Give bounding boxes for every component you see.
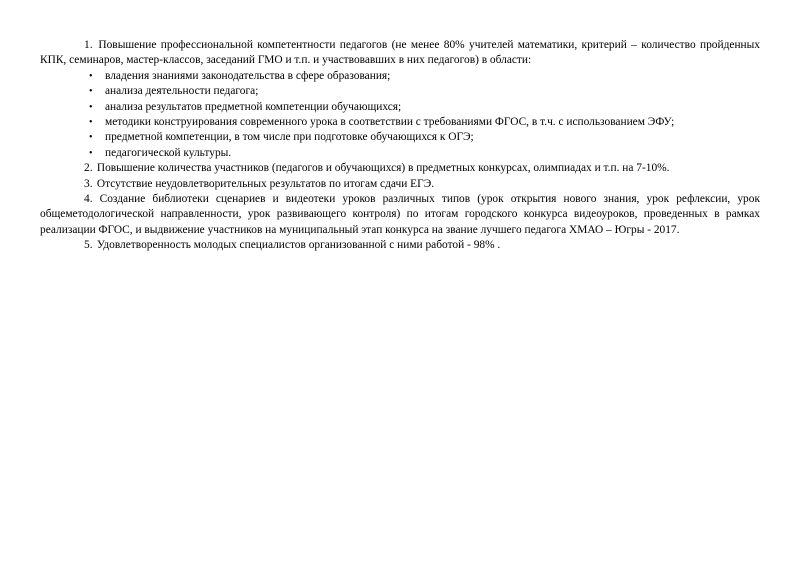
bullet-item <box>89 115 760 130</box>
bullet-item <box>89 146 760 161</box>
bullet-icon: • <box>89 86 93 98</box>
bullet-text: методики конструирования современного урока в соответствии с требованиями ФГОС, в т.ч. с использованием ЭФУ; <box>105 116 675 129</box>
item-text: Удовлетворенность молодых специалистов организованной с ними работой - 98% . <box>96 239 501 252</box>
item-number: 2. <box>84 162 93 175</box>
bullet-item <box>89 69 760 84</box>
list-item-2 <box>40 161 760 176</box>
item-text: Создание библиотеки сценариев и видеотеки уроков различных типов (урок открытия нового знания, урок рефлексии, урок общеметодологической направленности, урок развивающего контроля) по итогам городского конкурса видеоуроков, проведенных в рамках реализации ФГОС, и выдвижение участников на муниципальный этап конкурса на звание лучшего педагога ХМАО – Югры - 2017. <box>40 193 760 236</box>
list-item-1 <box>40 38 760 69</box>
bullet-icon: • <box>89 117 93 129</box>
bullet-text: педагогической культуры. <box>105 146 232 159</box>
item-number: 4. <box>84 193 93 206</box>
item-text: Отсутствие неудовлетворительных результатов по итогам сдачи ЕГЭ. <box>96 177 435 190</box>
bullet-icon: • <box>89 132 93 144</box>
bullet-item <box>89 84 760 99</box>
bullet-item <box>89 100 760 115</box>
bullet-text: анализа результатов предметной компетенции обучающихся; <box>105 100 402 113</box>
bullet-icon: • <box>89 101 93 113</box>
list-item-3 <box>40 177 760 192</box>
competence-bullet-list <box>40 69 760 161</box>
bullet-text: анализа деятельности педагога; <box>105 85 259 98</box>
bullet-icon: • <box>89 70 93 82</box>
item-number: 1. <box>84 39 93 51</box>
bullet-text: предметной компетенции, в том числе при подготовке обучающихся к ОГЭ; <box>105 131 474 144</box>
item-number: 5. <box>84 239 93 252</box>
item-text: Повышение профессиональной компетентности педагогов (не менее 80% учителей математики, критерий – количество пройденных КПК, семинаров, мастер-классов, заседаний ГМО и т.п. и участвовавших в них педагогов) в области: <box>40 39 760 67</box>
bullet-icon: • <box>89 147 93 159</box>
bullet-item <box>89 130 760 145</box>
list-item-5 <box>40 238 760 253</box>
bullet-text: владения знаниями законодательства в сфере образования; <box>105 69 391 82</box>
document-page <box>40 38 760 254</box>
list-item-4 <box>40 192 760 238</box>
item-number: 3. <box>84 177 93 190</box>
item-text: Повышение количества участников (педагогов и обучающихся) в предметных конкурсах, олимпиадах и т.п. на 7-10%. <box>96 162 670 175</box>
